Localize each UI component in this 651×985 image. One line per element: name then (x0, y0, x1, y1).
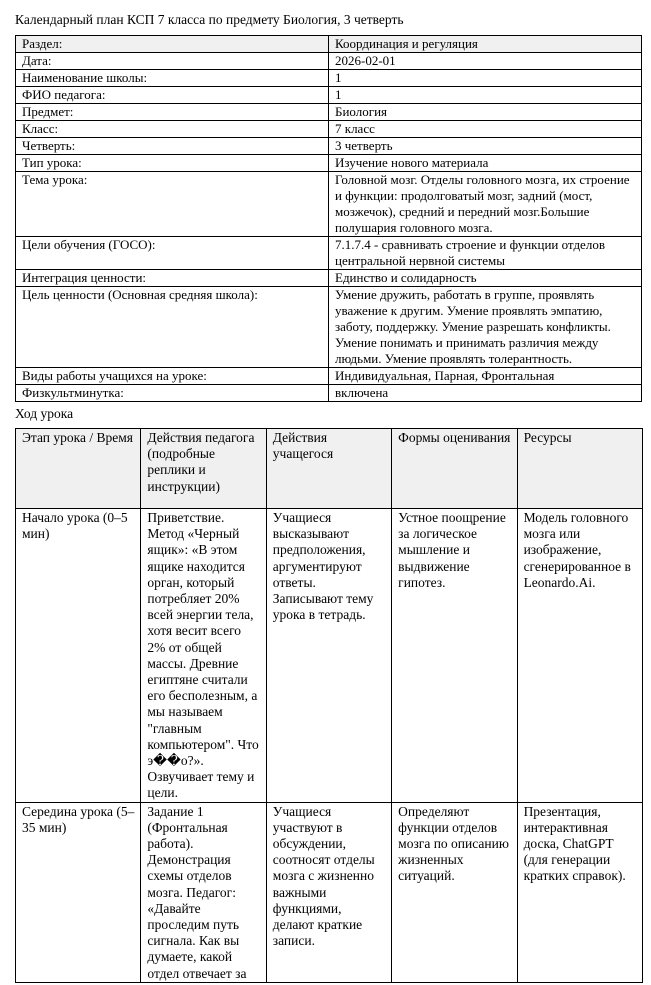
info-label: Дата: (16, 53, 329, 70)
info-label: Предмет: (16, 104, 329, 121)
info-value: 7.1.7.4 - сравнивать строение и функции отделов центральной нервной системы (329, 237, 642, 270)
info-row (16, 87, 642, 104)
info-value: включена (329, 385, 642, 402)
info-row (16, 155, 642, 172)
info-value: 7 класс (329, 121, 642, 138)
lesson-row (16, 509, 643, 803)
lesson-info-table (15, 35, 642, 402)
info-value: Единство и солидарность (329, 270, 642, 287)
info-row (16, 121, 642, 138)
info-label: Тема урока: (16, 172, 329, 237)
lesson-section-label: Ход урока (15, 406, 74, 421)
info-row (16, 385, 642, 402)
header-resources: Ресурсы (517, 429, 642, 509)
info-value: Индивидуальная, Парная, Фронтальная (329, 368, 642, 385)
info-value: 3 четверть (329, 138, 642, 155)
header-assessment: Формы оценивания (392, 429, 517, 509)
teacher-actions-cell: Приветствие. Метод «Черный ящик»: «В этом ящике находится орган, который потребляет 20% всей энергии тела, хотя весит всего 2% от общей массы. Древние египтяне считали его бесполезным, а мы называем "главным компьютером". Что э��о?». Озвучивает тему и цели. (141, 509, 266, 803)
document-title: Календарный план КСП 7 класса по предмету Биология, 3 четверть (15, 12, 404, 27)
lesson-plan-table (15, 428, 643, 983)
info-row (16, 270, 642, 287)
info-value: Координация и регуляция (329, 36, 642, 53)
student-actions-cell: Учащиеся высказывают предположения, аргументируют ответы. Записывают тему урока в тетрадь. (266, 509, 391, 803)
info-row (16, 138, 642, 155)
stage-cell: Середина урока (5–35 мин) (16, 802, 141, 982)
info-label: Четверть: (16, 138, 329, 155)
info-row (16, 36, 642, 53)
resources-cell: Презентация, интерактивная доска, ChatGPT (для генерации кратких справок). (517, 802, 642, 982)
student-actions-cell: Учащиеся участвуют в обсуждении, соотносят отделы мозга с жизненно важными функциями, делают краткие записи. (266, 802, 391, 982)
header-stage: Этап урока / Время (16, 429, 141, 509)
info-label: ФИО педагога: (16, 87, 329, 104)
info-label: Раздел: (16, 36, 329, 53)
assessment-cell: Определяют функции отделов мозга по описанию жизненных ситуаций. (392, 802, 517, 982)
info-row (16, 70, 642, 87)
teacher-actions-cell: Задание 1 (Фронтальная работа). Демонстрация схемы отделов мозга. Педагог: «Давайте проследим путь сигнала. Как вы думаете, какой отдел отвечает за (141, 802, 266, 982)
info-value: 2026-02-01 (329, 53, 642, 70)
info-label: Класс: (16, 121, 329, 138)
info-row (16, 368, 642, 385)
lesson-header-row (16, 429, 643, 509)
info-value: Головной мозг. Отделы головного мозга, их строение и функции: продолговатый мозг, задний (мост, мозжечок), средний и передний мозг.Большие полушария головного мозга. (329, 172, 642, 237)
info-value: Изучение нового материала (329, 155, 642, 172)
lesson-row (16, 802, 643, 982)
info-row (16, 172, 642, 237)
info-row (16, 287, 642, 368)
info-row (16, 53, 642, 70)
info-label: Цель ценности (Основная средняя школа): (16, 287, 329, 368)
info-label: Тип урока: (16, 155, 329, 172)
info-row (16, 237, 642, 270)
info-label: Физкультминутка: (16, 385, 329, 402)
header-student-actions: Действия учащегося (266, 429, 391, 509)
info-label: Цели обучения (ГОСО): (16, 237, 329, 270)
info-label: Интеграция ценности: (16, 270, 329, 287)
info-value: 1 (329, 70, 642, 87)
info-value: Биология (329, 104, 642, 121)
info-value: 1 (329, 87, 642, 104)
info-label: Виды работы учащихся на уроке: (16, 368, 329, 385)
assessment-cell: Устное поощрение за логическое мышление и выдвижение гипотез. (392, 509, 517, 803)
stage-cell: Начало урока (0–5 мин) (16, 509, 141, 803)
info-label: Наименование школы: (16, 70, 329, 87)
header-teacher-actions: Действия педагога (подробные реплики и инструкции) (141, 429, 266, 509)
info-value: Умение дружить, работать в группе, проявлять уважение к другим. Умение проявлять эмпатию, заботу, поддержку. Умение разрешать конфликты. Умение понимать и принимать различия между людьми. Умение проявлять толерантность. (329, 287, 642, 368)
resources-cell: Модель головного мозга или изображение, сгенерированное в Leonardo.Ai. (517, 509, 642, 803)
info-row (16, 104, 642, 121)
